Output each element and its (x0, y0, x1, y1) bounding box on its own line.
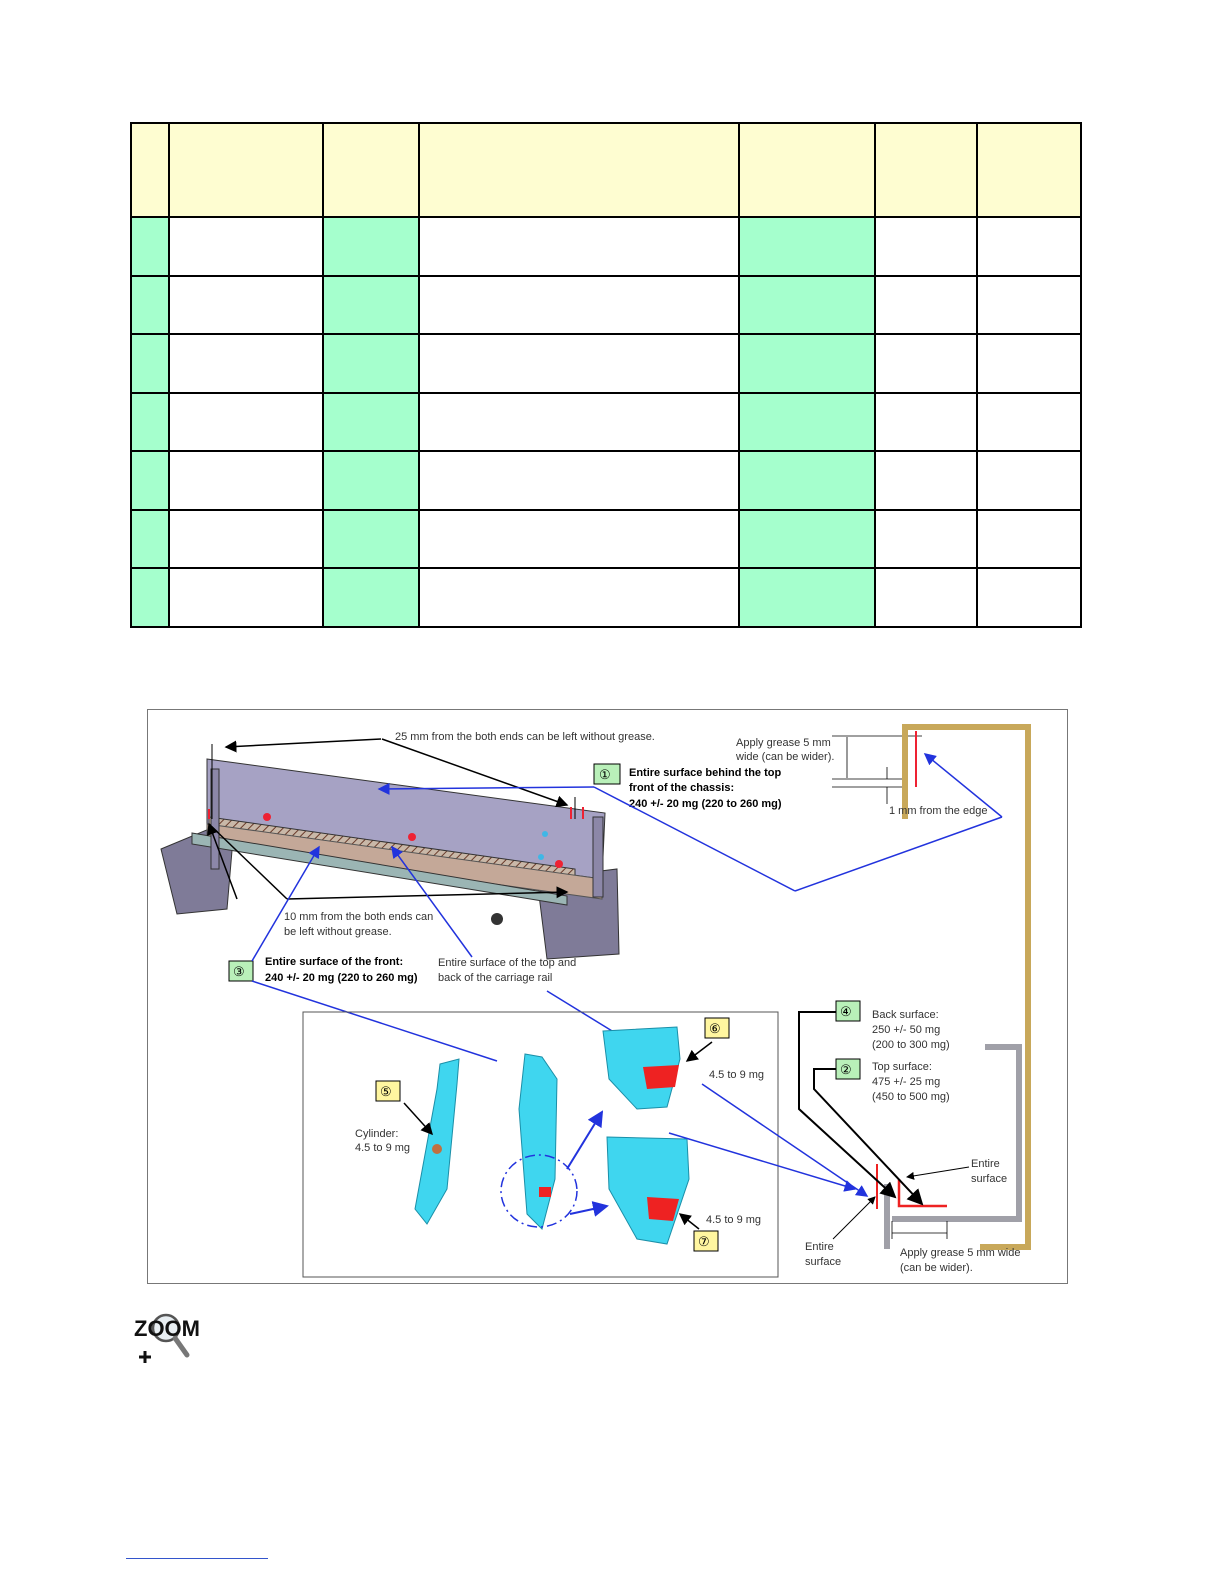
callout-4-line: Back surface: (872, 1009, 939, 1021)
table-row (131, 510, 1081, 569)
zoom-plus-icon[interactable] (132, 1310, 208, 1368)
entire-surface-right-line: surface (971, 1173, 1008, 1185)
callout-2-line: Top surface: (872, 1061, 932, 1073)
edge-note: 1 mm from the edge (889, 805, 988, 817)
entire-surface-right-line: Entire (971, 1158, 1000, 1170)
callout-1-line: Entire surface behind the top (629, 767, 782, 779)
entire-surface-left-line: Entire (805, 1241, 834, 1253)
callout-3-line: 240 +/- 20 mg (220 to 260 mg) (265, 972, 418, 984)
side-note-line: be left without grease. (284, 926, 392, 938)
callout-4-num: ④ (840, 1004, 852, 1019)
callout-3-line: Entire surface of the front: (265, 956, 404, 968)
bottom-width-line: (can be wider). (900, 1262, 973, 1274)
callout-1-line: 240 +/- 20 mg (220 to 260 mg) (629, 798, 782, 810)
table-row (131, 217, 1081, 276)
callout-5-line: Cylinder: (355, 1128, 399, 1140)
entire-surface-left-line: surface (805, 1256, 842, 1268)
detail-width-line: wide (can be wider). (736, 751, 835, 763)
rail-note-line: back of the carriage rail (438, 972, 553, 984)
header-cell (323, 123, 419, 217)
callout-2-line: (450 to 500 mg) (872, 1091, 950, 1103)
zoom-label: ZOOM (134, 1316, 200, 1341)
grease-table (130, 122, 1082, 628)
callout-6-value: 4.5 to 9 mg (709, 1069, 765, 1081)
rail-note-line: Entire surface of the top and (438, 957, 577, 969)
footer-link-underline[interactable] (126, 1558, 268, 1559)
header-cell (739, 123, 875, 217)
header-cell (131, 123, 169, 217)
top-note: 25 mm from the both ends can be left without grease. (395, 731, 655, 743)
callout-6-num: ⑥ (709, 1021, 721, 1036)
table-row (131, 334, 1081, 393)
callout-4-line: (200 to 300 mg) (872, 1039, 950, 1051)
header-cell (875, 123, 977, 217)
table-row (131, 276, 1081, 335)
grease-diagram (147, 709, 1068, 1284)
table-row (131, 451, 1081, 510)
table-header-row (131, 123, 1081, 217)
header-cell (977, 123, 1081, 217)
header-cell (169, 123, 323, 217)
callout-1-line: front of the chassis: (629, 782, 735, 794)
table-row (131, 568, 1081, 627)
bottom-width-line: Apply grease 5 mm wide (900, 1247, 1021, 1259)
callout-3-num: ③ (233, 964, 245, 979)
callout-5-num: ⑤ (380, 1084, 392, 1099)
table-row (131, 393, 1081, 452)
callout-4-line: 250 +/- 50 mg (872, 1024, 941, 1036)
callout-7-value: 4.5 to 9 mg (706, 1214, 762, 1226)
callout-2-line: 475 +/- 25 mg (872, 1076, 941, 1088)
callout-2-num: ② (840, 1062, 852, 1077)
header-cell (419, 123, 739, 217)
callout-5-line: 4.5 to 9 mg (355, 1142, 411, 1154)
detail-width-line: Apply grease 5 mm (736, 737, 831, 749)
callout-1-num: ① (599, 767, 611, 782)
side-note-line: 10 mm from the both ends can (284, 911, 434, 923)
callout-7-num: ⑦ (698, 1234, 710, 1249)
